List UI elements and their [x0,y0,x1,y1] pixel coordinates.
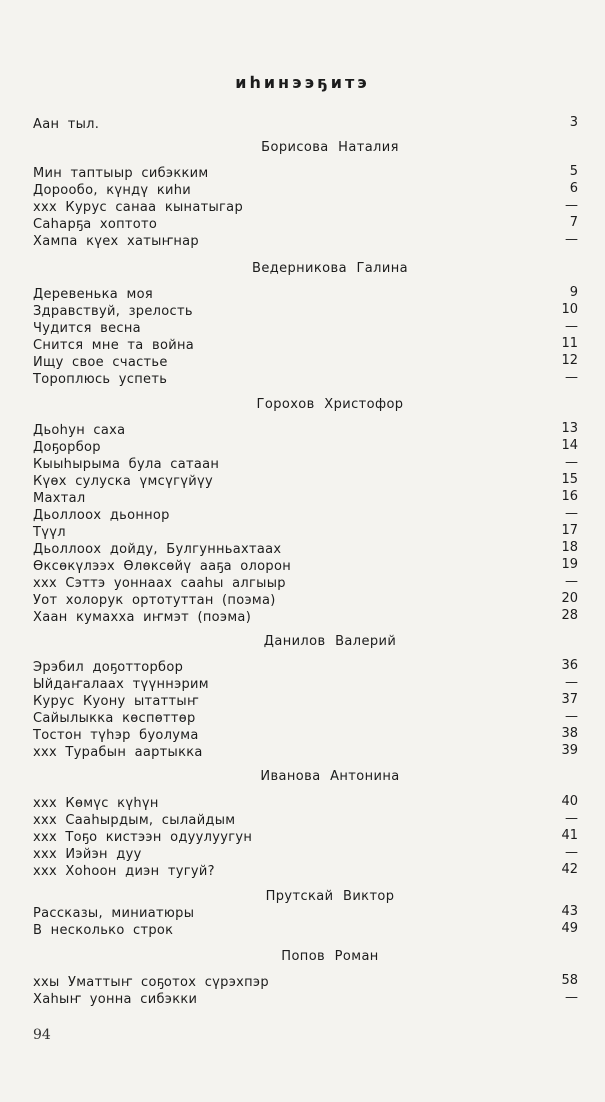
entry-title: Өксөкүлээх Өлөксөйү ааҕа олорон [33,559,291,574]
entry-page: 58 [561,973,578,988]
toc-entry [33,116,578,133]
toc-entry [33,846,578,863]
toc-entry [33,303,578,320]
toc-entry [33,592,578,609]
entry-title: Ищу свое счастье [33,355,168,370]
entry-page: 12 [561,353,578,368]
entry-page: — [565,574,578,589]
entry-title: Дьоллоох дьоннор [33,508,170,523]
entry-page: 37 [561,692,578,707]
entry-page: — [565,319,578,334]
entry-page: — [565,990,578,1005]
entry-title: Дьоллоох дойду, Булгунньахтаах [33,542,282,557]
toc-entry [33,609,578,626]
toc-entry [33,541,578,558]
entry-page: 19 [561,557,578,572]
toc-entry [33,456,578,473]
toc-entry [33,991,578,1008]
entry-page: 15 [561,472,578,487]
toc-entry [33,233,578,250]
toc-entry [33,286,578,303]
toc-entry [33,575,578,592]
toc-entry [33,863,578,880]
entry-title: Тороплюсь успеть [33,372,168,387]
entry-page: 17 [561,523,578,538]
entry-title: ххх Тоҕо кистээн одуулуугун [33,830,253,845]
entry-page: 11 [561,336,578,351]
toc-entry [33,320,578,337]
toc-entry [33,922,578,939]
toc-entry [33,795,578,812]
toc-entry [33,473,578,490]
entry-page: 39 [561,743,578,758]
entry-title: Хампа күех хатыҥнар [33,234,199,249]
entry-title: Аан тыл. [33,117,100,132]
entry-title: ххы Уматтыҥ соҕотох сүрэхпэр [33,975,269,990]
entry-page: — [565,232,578,247]
toc-entry [33,558,578,575]
toc-entry [33,829,578,846]
toc-entry [33,744,578,761]
entry-page: 7 [569,215,578,230]
section-author: Прутскай Виктор [265,889,395,904]
toc-entry [33,727,578,744]
toc-entry [33,693,578,710]
entry-page: 36 [561,658,578,673]
section-author: Борисова Наталия [261,140,399,155]
entry-page: 14 [561,438,578,453]
toc-entry [33,337,578,354]
entry-page: — [565,198,578,213]
entry-title: Хаһыҥ уонна сибэкки [33,992,198,1007]
entry-page: 10 [561,302,578,317]
entry-title: Доҕорбор [33,440,101,455]
entry-title: ххх Турабын аартыкка [33,745,203,760]
toc-entry [33,974,578,991]
entry-page: 5 [569,164,578,179]
entry-title: Снится мне та война [33,338,195,353]
entry-title: ххх Көмүс күһүн [33,796,159,811]
toc-title: иһинээҕитэ [235,73,370,92]
entry-page: — [565,506,578,521]
entry-title: Рассказы, миниатюры [33,906,195,921]
entry-title: ххх Сааһырдым, сылайдым [33,813,236,828]
toc-entry [33,507,578,524]
toc-entry [33,676,578,693]
entry-title: Мин таптыыр сибэкким [33,166,209,181]
entry-title: Ыйдаҥалаах түүннэрим [33,677,209,692]
entry-page: 49 [561,921,578,936]
entry-page: 3 [569,115,578,130]
entry-title: Здравствуй, зрелость [33,304,193,319]
entry-title: Хаан кумахха иҥмэт (поэма) [33,610,252,625]
toc-entry [33,199,578,216]
entry-title: Дьоһун саха [33,423,126,438]
entry-page: 41 [561,828,578,843]
entry-page: 43 [561,904,578,919]
entry-title: Тостон түһэр буолума [33,728,199,743]
entry-page: — [565,370,578,385]
toc-entry [33,710,578,727]
entry-title: В несколько строк [33,923,174,938]
entry-title: ххх Курус санаа кынатыгар [33,200,244,215]
entry-page: — [565,811,578,826]
entry-title: Курус Куону ытаттыҥ [33,694,199,709]
section-author: Данилов Валерий [263,634,397,649]
toc-entry [33,371,578,388]
entry-title: Деревенька моя [33,287,153,302]
toc-entry [33,812,578,829]
section-author: Ведерникова Галина [252,261,408,276]
toc-entry [33,490,578,507]
entry-title: ххх Иэйэн дуу [33,847,142,862]
entry-title: Күөх сулуска үмсүгүйүу [33,474,213,489]
entry-page: — [565,709,578,724]
entry-title: Махтал [33,491,86,506]
toc-entry [33,524,578,541]
section-author: Иванова Антонина [260,769,400,784]
entry-page: 42 [561,862,578,877]
toc-entry [33,165,578,182]
toc-entry [33,182,578,199]
entry-title: ххх Сэттэ уоннаах сааһы алгыыр [33,576,286,591]
entry-page: 38 [561,726,578,741]
entry-title: Эрэбил доҕотторбор [33,660,184,675]
entry-page: 28 [561,608,578,623]
entry-page: — [565,675,578,690]
section-author: Попов Роман [281,949,379,964]
toc-entry [33,422,578,439]
entry-page: 18 [561,540,578,555]
section-author: Горохов Христофор [256,397,404,412]
entry-title: Кыыһырыма була сатаан [33,457,220,472]
page-number: 94 [33,1027,51,1043]
entry-title: Дорообо, күндү киһи [33,183,192,198]
entry-title: Уот холорук ортотуттан (поэма) [33,593,276,608]
entry-page: 40 [561,794,578,809]
toc-entry [33,659,578,676]
entry-page: — [565,455,578,470]
entry-page: 20 [561,591,578,606]
entry-page: 13 [561,421,578,436]
toc-entry [33,439,578,456]
entry-title: ххх Хоһоон диэн тугуй? [33,864,215,879]
entry-page: 16 [561,489,578,504]
entry-page: 6 [569,181,578,196]
entry-title: Сайылыкка көспөттөр [33,711,196,726]
entry-title: Чудится весна [33,321,141,336]
entry-title: Саһарҕа хоптото [33,217,158,232]
toc-entry [33,354,578,371]
entry-page: 9 [569,285,578,300]
entry-title: Түүл [33,525,66,540]
entry-page: — [565,845,578,860]
toc-entry [33,216,578,233]
toc-entry [33,905,578,922]
